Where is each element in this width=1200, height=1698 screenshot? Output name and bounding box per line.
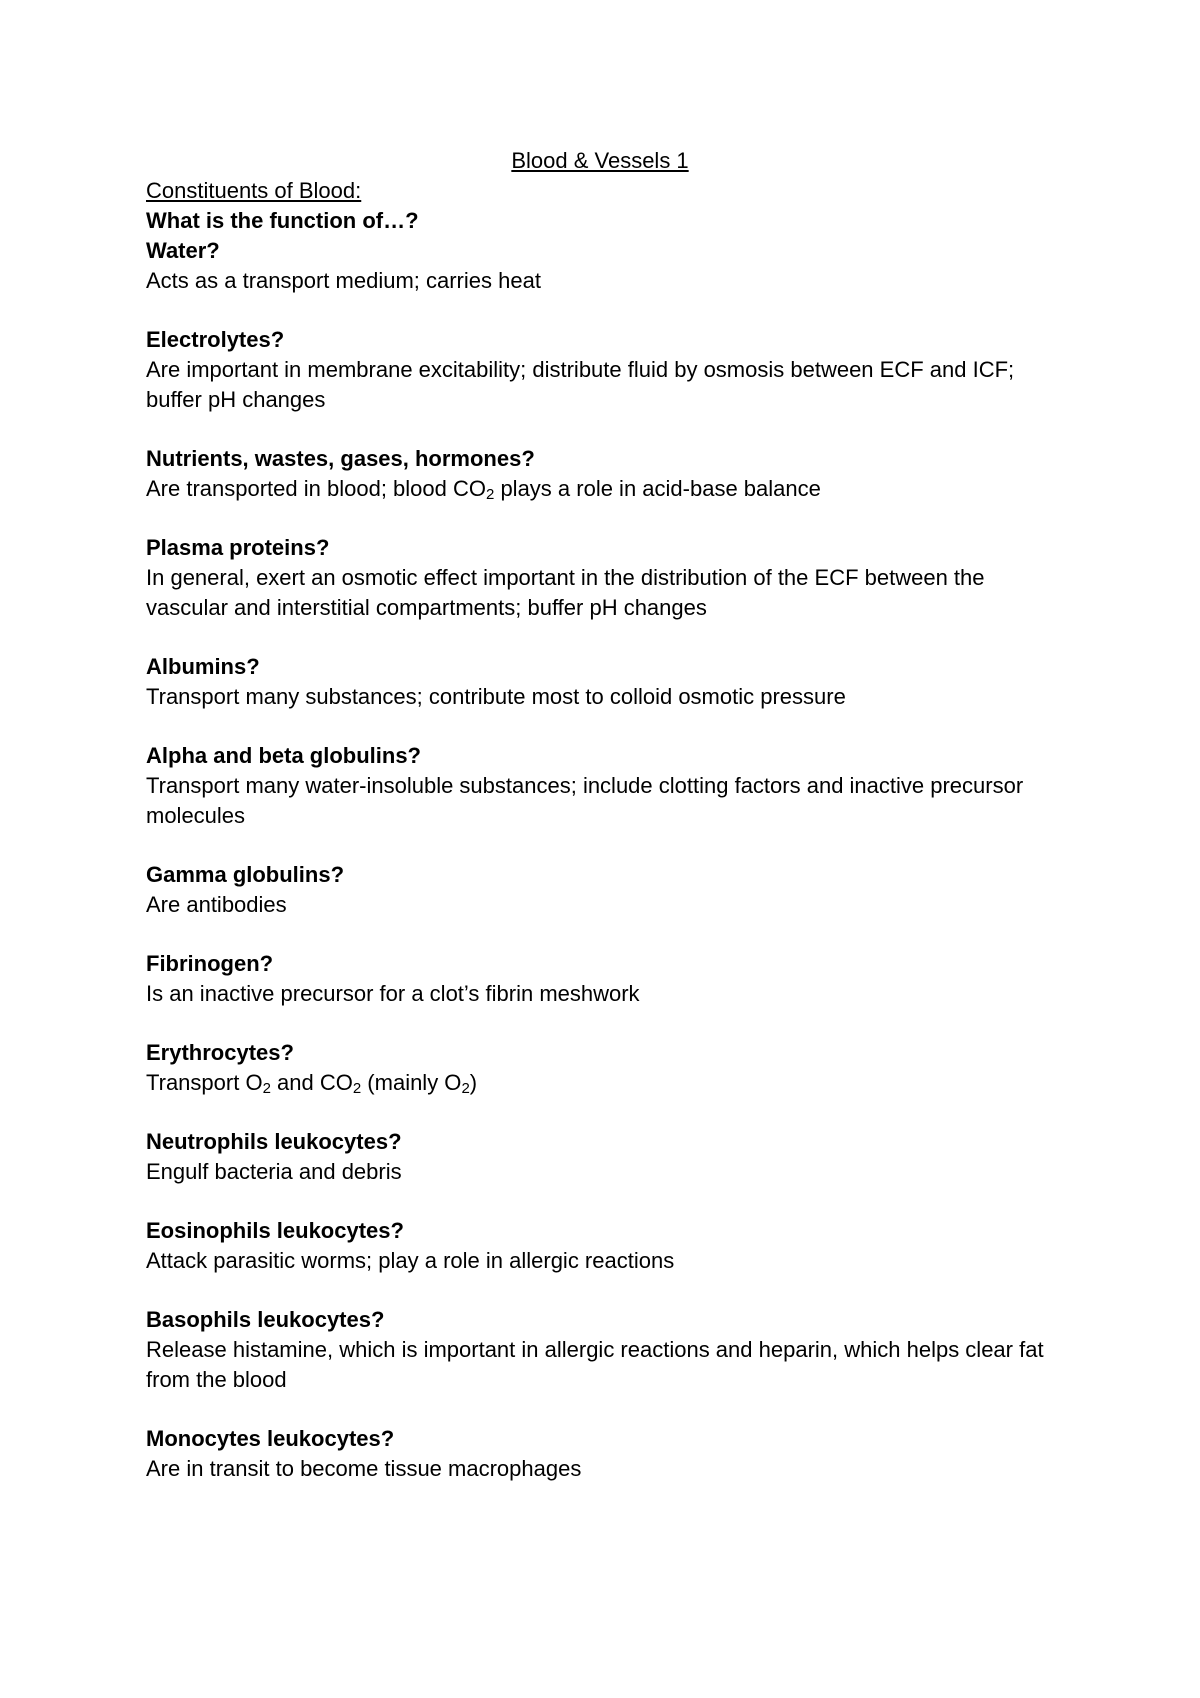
question: Basophils leukocytes?: [146, 1307, 385, 1332]
subscript: 2: [485, 486, 495, 503]
answer: Are in transit to become tissue macrophages: [146, 1456, 582, 1481]
qa-item-alpha-beta-globulins: [146, 741, 1070, 831]
question: Nutrients, wastes, gases, hormones?: [146, 446, 535, 471]
question: Albumins?: [146, 654, 260, 679]
answer: Transport many water-insoluble substances; include clotting factors and inactive precursor molecules: [146, 773, 1024, 828]
question: Water?: [146, 238, 220, 263]
section-heading: Constituents of Blood:: [146, 178, 362, 203]
answer: Are antibodies: [146, 892, 287, 917]
qa-item-gamma-globulins: [146, 860, 1070, 920]
qa-item-water: [146, 236, 1070, 296]
question: Fibrinogen?: [146, 951, 274, 976]
answer-text: Transport O: [146, 1070, 263, 1095]
qa-item-erythrocytes: [146, 1038, 1070, 1098]
answer-text: and CO: [270, 1070, 353, 1095]
qa-item-fibrinogen: [146, 949, 1070, 1009]
question: Gamma globulins?: [146, 862, 345, 887]
subscript: 2: [352, 1080, 362, 1097]
qa-item-basophils: [146, 1305, 1070, 1395]
answer: In general, exert an osmotic effect important in the distribution of the ECF between the vascular and interstitial compartments; buffer pH changes: [146, 565, 985, 620]
question: Eosinophils leukocytes?: [146, 1218, 404, 1243]
question: Alpha and beta globulins?: [146, 743, 421, 768]
qa-item-neutrophils: [146, 1127, 1070, 1187]
answer-text: plays a role in acid-base balance: [494, 476, 821, 501]
intro-question: What is the function of…?: [146, 208, 419, 233]
qa-item-nutrients: [146, 444, 1070, 504]
question: Plasma proteins?: [146, 535, 330, 560]
qa-item-eosinophils: [146, 1216, 1070, 1276]
answer: Release histamine, which is important in allergic reactions and heparin, which helps clear fat from the blood: [146, 1337, 1044, 1392]
answer: Acts as a transport medium; carries heat: [146, 268, 541, 293]
answer-text: Are transported in blood; blood CO: [146, 476, 486, 501]
question: Neutrophils leukocytes?: [146, 1129, 402, 1154]
answer: [146, 1068, 1070, 1098]
question: Erythrocytes?: [146, 1040, 294, 1065]
subscript: 2: [262, 1080, 271, 1097]
answer-text: (mainly O: [361, 1070, 462, 1095]
question: Electrolytes?: [146, 327, 285, 352]
question: Monocytes leukocytes?: [146, 1426, 395, 1451]
answer: Attack parasitic worms; play a role in allergic reactions: [146, 1248, 675, 1273]
qa-item-monocytes: [146, 1424, 1070, 1484]
subscript: 2: [461, 1080, 470, 1097]
qa-item-electrolytes: [146, 325, 1070, 415]
answer: Are important in membrane excitability; distribute fluid by osmosis between ECF and ICF; buffer pH changes: [146, 357, 1015, 412]
answer-text: ): [469, 1070, 478, 1095]
answer: [146, 474, 1070, 504]
answer: Transport many substances; contribute most to colloid osmotic pressure: [146, 684, 846, 709]
answer: Is an inactive precursor for a clot’s fibrin meshwork: [146, 981, 640, 1006]
document-title: Blood & Vessels 1: [511, 148, 689, 173]
qa-item-plasma-proteins: [146, 533, 1070, 623]
answer: Engulf bacteria and debris: [146, 1159, 402, 1184]
qa-item-albumins: [146, 652, 1070, 712]
